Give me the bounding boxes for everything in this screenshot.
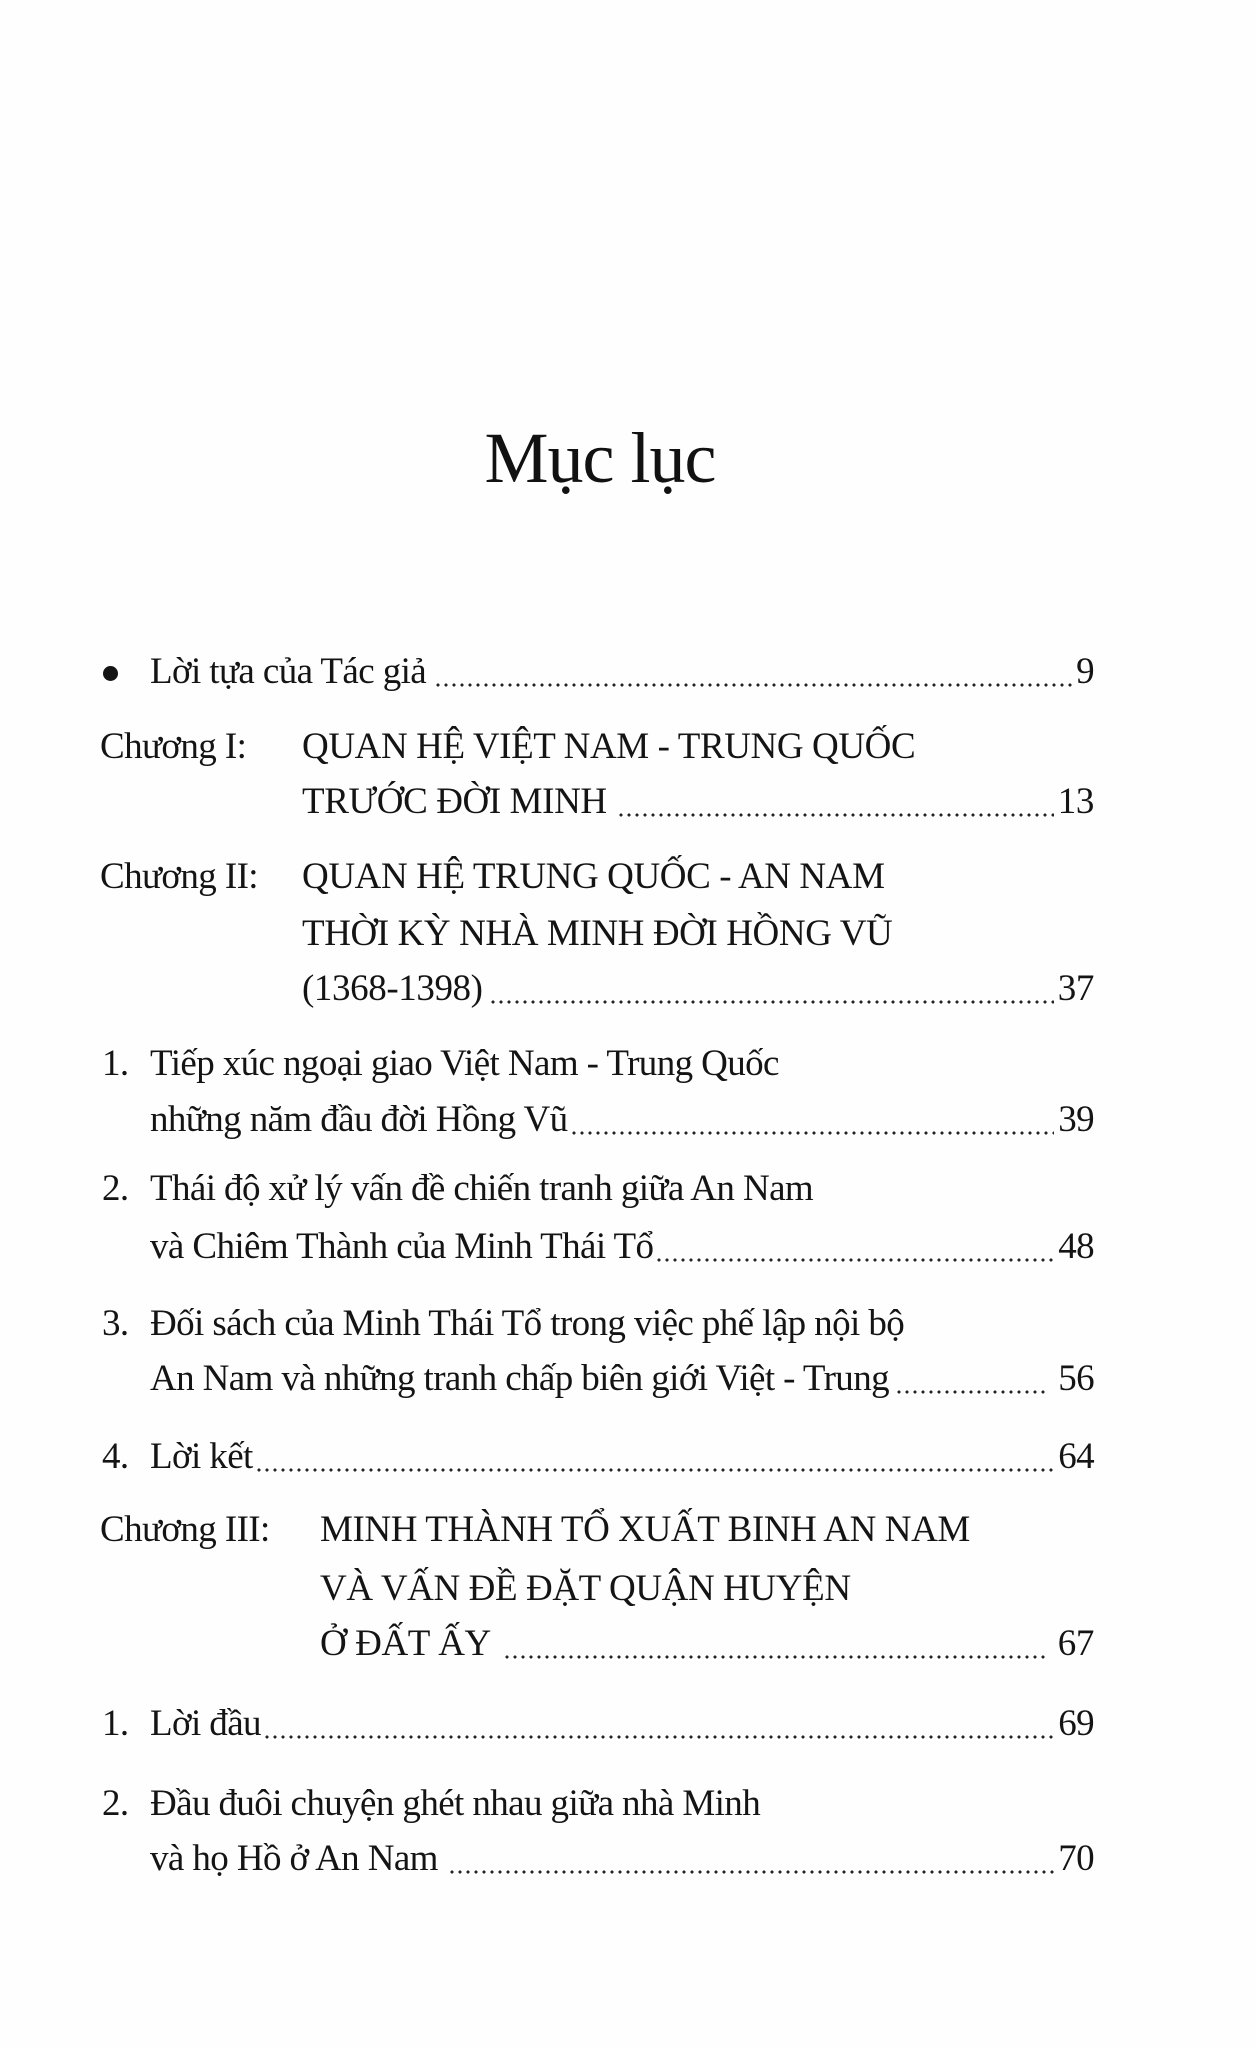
dot-leader xyxy=(263,1705,1054,1743)
section-title: Đầu đuôi chuyện ghét nhau giữa nhà Minh xyxy=(150,1783,761,1824)
section-title-line[interactable] xyxy=(150,1785,1094,1823)
dot-leader xyxy=(434,653,1072,691)
chapter-title-line[interactable] xyxy=(320,1511,1094,1549)
section-title: Đối sách của Minh Thái Tổ trong việc phế lập nội bộ xyxy=(150,1303,905,1344)
page-number: 56 xyxy=(1058,1358,1094,1399)
section-title: An Nam và những tranh chấp biên giới Việt - Trung xyxy=(150,1358,890,1399)
section-title-line[interactable] xyxy=(150,1305,1094,1343)
section-number: 1. xyxy=(102,1703,129,1744)
entry-title: Lời tựa của Tác giả xyxy=(150,651,427,692)
page-number: 39 xyxy=(1058,1099,1094,1140)
dot-leader xyxy=(448,1840,1054,1878)
page-number: 37 xyxy=(1057,968,1094,1009)
chapter-title: VÀ VẤN ĐỀ ĐẶT QUẬN HUYỆN xyxy=(320,1568,851,1609)
dot-leader xyxy=(489,970,1054,1008)
section-title: Lời đầu xyxy=(150,1703,261,1744)
page-number: 64 xyxy=(1058,1436,1094,1477)
chapter-label: Chương I: xyxy=(100,726,247,767)
toc-entry-section[interactable] xyxy=(150,1438,1094,1476)
dot-leader xyxy=(503,1625,1048,1663)
toc-entry-chapter-1[interactable] xyxy=(302,783,1094,821)
chapter-title-line[interactable] xyxy=(302,728,1094,766)
dot-leader xyxy=(895,1360,1048,1398)
section-number: 4. xyxy=(102,1436,129,1477)
bullet-icon xyxy=(103,666,118,681)
toc-entry-chapter-2[interactable] xyxy=(302,970,1094,1008)
chapter-title-line[interactable] xyxy=(320,1570,1094,1608)
chapter-title: QUAN HỆ VIỆT NAM - TRUNG QUỐC xyxy=(302,726,916,767)
chapter-label: Chương II: xyxy=(100,856,258,897)
dot-leader xyxy=(655,1228,1054,1266)
page-number: 13 xyxy=(1057,781,1094,822)
toc-entry-section[interactable] xyxy=(150,1228,1094,1266)
chapter-title: MINH THÀNH TỔ XUẤT BINH AN NAM xyxy=(320,1509,970,1550)
chapter-title: THỜI KỲ NHÀ MINH ĐỜI HỒNG VŨ xyxy=(302,913,893,954)
toc-entry-section[interactable] xyxy=(150,1705,1094,1743)
toc-entry-section[interactable] xyxy=(150,1360,1094,1398)
section-title: Thái độ xử lý vấn đề chiến tranh giữa An Nam xyxy=(150,1168,814,1209)
toc-entry-section[interactable] xyxy=(150,1101,1094,1139)
chapter-label: Chương III: xyxy=(100,1509,270,1550)
dot-leader xyxy=(570,1101,1055,1139)
chapter-title: (1368-1398) xyxy=(302,968,483,1009)
toc-entry-preface[interactable] xyxy=(150,653,1094,691)
section-title-line[interactable] xyxy=(150,1045,1094,1083)
chapter-title-line[interactable] xyxy=(302,858,1094,896)
page-number: 9 xyxy=(1076,651,1094,692)
section-title: và họ Hồ ở An Nam xyxy=(150,1838,438,1879)
section-number: 3. xyxy=(102,1303,129,1344)
section-title: Tiếp xúc ngoại giao Việt Nam - Trung Quốc xyxy=(150,1043,779,1084)
toc-entry-section[interactable] xyxy=(150,1840,1094,1878)
section-number: 2. xyxy=(102,1783,129,1824)
section-title: những năm đầu đời Hồng Vũ xyxy=(150,1099,568,1140)
page-number: 69 xyxy=(1058,1703,1094,1744)
page-number: 70 xyxy=(1058,1838,1094,1879)
page-title: Mục lục xyxy=(484,418,716,498)
section-title: Lời kết xyxy=(150,1436,253,1477)
section-title: và Chiêm Thành của Minh Thái Tổ xyxy=(150,1226,654,1267)
dot-leader xyxy=(255,1438,1054,1476)
chapter-title: TRƯỚC ĐỜI MINH xyxy=(302,781,607,822)
dot-leader xyxy=(617,783,1054,821)
chapter-title: Ở ĐẤT ẤY xyxy=(320,1623,491,1664)
chapter-title-line[interactable] xyxy=(302,915,1094,953)
toc-entry-chapter-3[interactable] xyxy=(320,1625,1094,1663)
page-number: 67 xyxy=(1057,1623,1094,1664)
section-number: 2. xyxy=(102,1168,129,1209)
section-number: 1. xyxy=(102,1043,129,1084)
chapter-title: QUAN HỆ TRUNG QUỐC - AN NAM xyxy=(302,856,885,897)
section-title-line[interactable] xyxy=(150,1170,1094,1208)
page-number: 48 xyxy=(1058,1226,1094,1267)
